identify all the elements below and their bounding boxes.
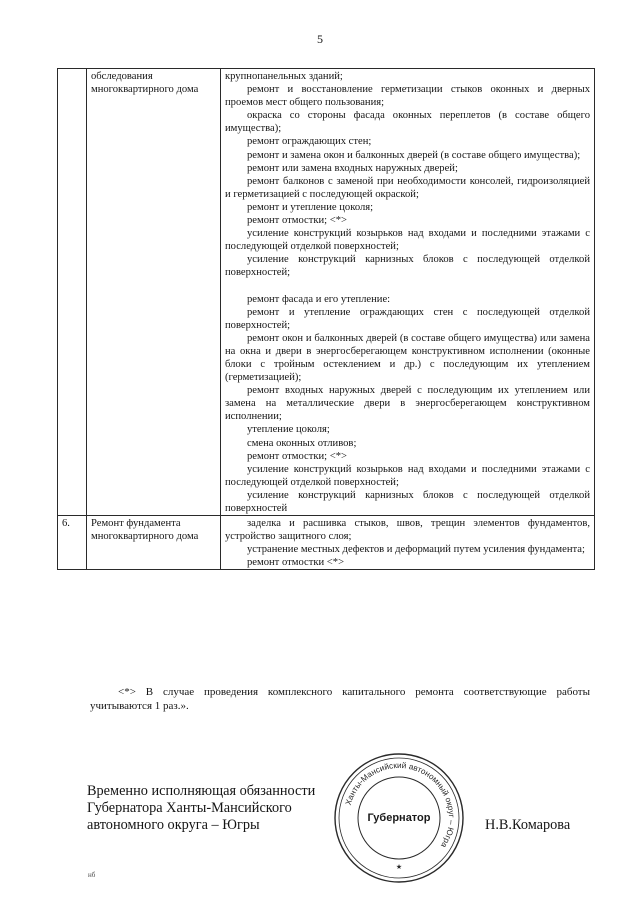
seal-ring-text: Ханты-Мансийский автономный округ – Югра	[343, 760, 457, 850]
work-item: усиление конструкций карнизных блоков с последующей отделкой поверхностей;	[225, 254, 590, 279]
work-item: смена оконных отливов;	[247, 437, 357, 449]
work-item: ремонт отмостки; <*>	[247, 450, 347, 462]
work-item: утепление цоколя;	[247, 424, 330, 436]
works-table-body	[58, 69, 595, 570]
table-row	[58, 69, 595, 516]
work-item: ремонт и замена окон и балконных дверей (в составе общего имущества);	[247, 149, 581, 161]
work-item: ремонт и утепление ограждающих стен с последующей отделкой поверхностей;	[225, 306, 590, 331]
works-list	[221, 516, 595, 570]
work-item: ремонт отмостки; <*>	[247, 215, 347, 227]
official-seal	[332, 751, 466, 885]
corner-mark: нб	[88, 871, 96, 879]
work-item: ремонт входных наружных дверей с последующим их утеплением или замена на металлические двери в энергосберегающем конструктивном исполнении;	[225, 385, 590, 423]
seal-star-icon: ★	[395, 863, 403, 871]
signatory-line-1: Временно исполняющая обязанности	[87, 783, 316, 799]
work-item: усиление конструкций карнизных блоков с последующей отделкой поверхностей	[225, 489, 590, 514]
work-item: ремонт и восстановление герметизации стыков оконных и дверных проемов мест общего пользования;	[225, 84, 590, 109]
work-item: ремонт ограждающих стен;	[247, 136, 372, 148]
work-item: крупнопанельных зданий;	[225, 71, 343, 82]
work-item: заделка и расшивка стыков, швов, трещин элементов фундаментов, устройство защитного слоя;	[225, 518, 590, 543]
works-table	[57, 68, 595, 570]
footnote: <*> В случае проведения комплексного капитального ремонта соответствующие работы учитываются 1 раз.».	[90, 686, 590, 712]
work-item: усиление конструкций козырьков над входами и последними этажами с последующей отделкой поверхностей;	[225, 463, 590, 488]
work-item: ремонт и утепление цоколя;	[247, 201, 374, 213]
works-list	[221, 69, 595, 516]
row-number	[58, 69, 87, 516]
page-number: 5	[317, 32, 323, 46]
work-item: окраска со стороны фасада оконных переплетов (в составе общего имущества);	[225, 110, 590, 135]
work-item: ремонт фасада и его утепление:	[247, 293, 391, 305]
work-type: Ремонт фундамента многоквартирного дома	[87, 516, 221, 570]
work-item: ремонт или замена входных наружных дверей;	[247, 162, 458, 174]
work-item: ремонт окон и балконных дверей (в составе общего имущества) или замена на окна и двери в энергосберегающем конструктивном исполнении (оконные блоки с тройным остеклением и др.) с последующим их утеплением (герметизацией);	[225, 332, 590, 384]
seal-center-text: Губернатор	[367, 812, 431, 824]
work-item: ремонт балконов с заменой при необходимости консолей, гидроизоляцией и герметизацией с последующей окраской;	[225, 175, 590, 200]
work-item: устранение местных дефектов и деформаций путем усиления фундамента;	[247, 544, 585, 556]
table-row	[58, 516, 595, 570]
signer-name: Н.В.Комарова	[485, 817, 571, 833]
row-number: 6.	[58, 516, 87, 570]
work-item: усиление конструкций козырьков над входами и последними этажами с последующей отделкой поверхностей;	[225, 228, 590, 253]
signatory-line-3: автономного округа – Югры	[87, 817, 260, 833]
spacer	[225, 280, 590, 293]
signatory-title	[87, 783, 347, 834]
signatory-line-2: Губернатора Ханты-Мансийского	[87, 800, 292, 816]
work-type: обследования многоквартирного дома	[87, 69, 221, 516]
work-item: ремонт отмостки <*>	[247, 557, 345, 569]
